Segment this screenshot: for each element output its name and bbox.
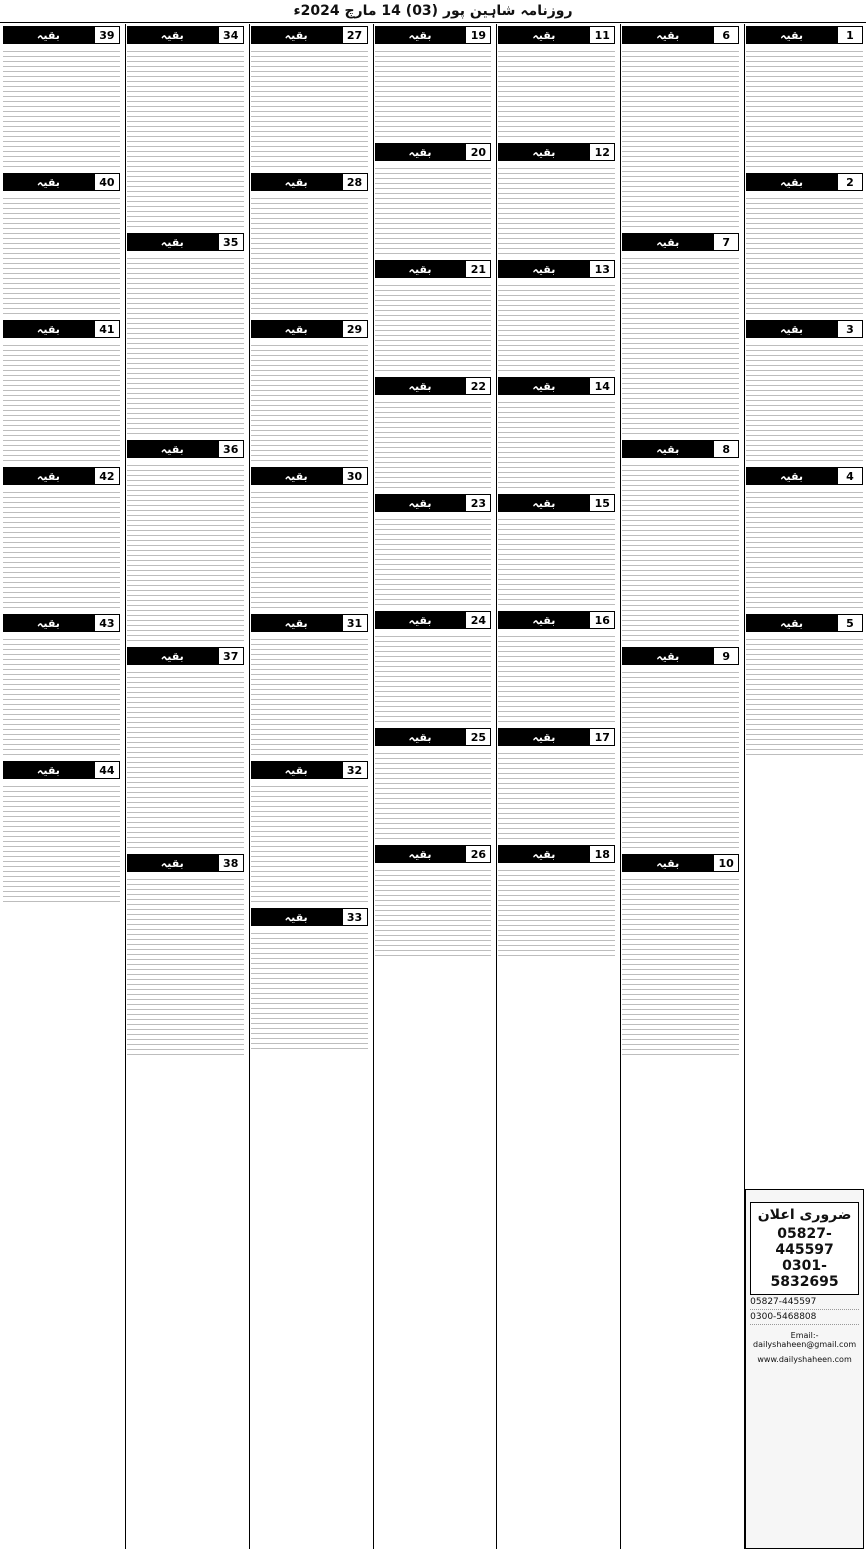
block-number: 32 <box>342 761 368 779</box>
body-text-lines <box>375 47 492 137</box>
block-keyword: بقیہ <box>532 730 556 744</box>
body-text-lines <box>622 461 739 641</box>
body-text-lines <box>746 488 863 608</box>
block-keyword: بقیہ <box>408 379 432 393</box>
block-number: 17 <box>589 728 615 746</box>
block-keyword: بقیہ <box>36 322 60 336</box>
block-keyword: بقیہ <box>160 856 184 870</box>
block-header <box>746 173 863 191</box>
block-header <box>622 26 739 44</box>
continuation-block <box>498 494 615 605</box>
block-number: 23 <box>465 494 491 512</box>
block-header <box>3 173 120 191</box>
continuation-block <box>375 377 492 488</box>
block-number: 36 <box>218 440 244 458</box>
block-number: 27 <box>342 26 368 44</box>
body-text-lines <box>3 635 120 755</box>
block-keyword: بقیہ <box>532 379 556 393</box>
block-keyword: بقیہ <box>284 616 308 630</box>
continuation-block <box>746 173 863 314</box>
block-number: 34 <box>218 26 244 44</box>
continuation-block <box>498 143 615 254</box>
block-keyword: بقیہ <box>780 175 804 189</box>
contact-email: Email:-dailyshaheen@gmail.com <box>753 1331 857 1349</box>
continuation-block <box>746 467 863 608</box>
block-number: 4 <box>837 467 863 485</box>
body-text-lines <box>498 632 615 722</box>
notice-phone: 05827-445597 <box>775 1226 834 1258</box>
block-header <box>498 611 615 629</box>
block-keyword: بقیہ <box>160 235 184 249</box>
block-number: 33 <box>342 908 368 926</box>
continuation-block <box>622 854 739 1055</box>
body-text-lines <box>251 194 368 314</box>
continuation-block <box>622 647 739 848</box>
continuation-block <box>251 173 368 314</box>
block-number: 20 <box>465 143 491 161</box>
continuation-block <box>251 908 368 1049</box>
notice-heading: ضروری اعلان <box>757 1207 852 1223</box>
block-header <box>498 494 615 512</box>
block-header <box>3 761 120 779</box>
block-header <box>498 143 615 161</box>
continuation-block <box>498 728 615 839</box>
block-header <box>498 377 615 395</box>
block-header <box>251 908 368 926</box>
block-number: 44 <box>94 761 120 779</box>
body-text-lines <box>375 515 492 605</box>
block-header <box>622 854 739 872</box>
continuation-block <box>3 173 120 314</box>
block-header <box>498 26 615 44</box>
block-header <box>375 26 492 44</box>
body-text-lines <box>746 341 863 461</box>
block-keyword: بقیہ <box>408 613 432 627</box>
continuation-block <box>498 26 615 137</box>
body-text-lines <box>498 164 615 254</box>
column-5 <box>249 24 369 1549</box>
continuation-block <box>375 26 492 137</box>
continuation-block <box>498 611 615 722</box>
block-header <box>498 845 615 863</box>
body-text-lines <box>498 866 615 956</box>
block-number: 12 <box>589 143 615 161</box>
continuation-block <box>622 440 739 641</box>
block-number: 39 <box>94 26 120 44</box>
block-number: 38 <box>218 854 244 872</box>
body-text-lines <box>375 749 492 839</box>
block-number: 28 <box>342 173 368 191</box>
continuation-block <box>251 320 368 461</box>
continuation-block <box>3 761 120 902</box>
continuation-block <box>127 233 244 434</box>
block-keyword: بقیہ <box>160 28 184 42</box>
block-number: 19 <box>465 26 491 44</box>
block-number: 25 <box>465 728 491 746</box>
block-number: 26 <box>465 845 491 863</box>
block-keyword: بقیہ <box>408 847 432 861</box>
block-number: 37 <box>218 647 244 665</box>
block-keyword: بقیہ <box>284 910 308 924</box>
block-keyword: بقیہ <box>36 469 60 483</box>
block-header <box>3 467 120 485</box>
block-header <box>375 260 492 278</box>
continuation-block <box>375 260 492 371</box>
block-keyword: بقیہ <box>284 763 308 777</box>
block-header <box>127 233 244 251</box>
block-number: 1 <box>837 26 863 44</box>
body-text-lines <box>498 515 615 605</box>
block-header <box>127 440 244 458</box>
continuation-block <box>251 761 368 902</box>
continuation-block <box>498 845 615 956</box>
block-header <box>375 143 492 161</box>
block-number: 5 <box>837 614 863 632</box>
body-text-lines <box>127 47 244 227</box>
continuation-block <box>622 26 739 227</box>
block-header <box>375 611 492 629</box>
block-number: 13 <box>589 260 615 278</box>
block-header <box>127 854 244 872</box>
continuation-block <box>622 233 739 434</box>
block-header <box>251 173 368 191</box>
block-keyword: بقیہ <box>408 262 432 276</box>
block-keyword: بقیہ <box>408 730 432 744</box>
column-4 <box>373 24 493 1549</box>
body-text-lines <box>498 281 615 371</box>
continuation-block <box>375 143 492 254</box>
body-text-lines <box>3 194 120 314</box>
block-keyword: بقیہ <box>532 262 556 276</box>
body-text-lines <box>251 929 368 1049</box>
important-notice <box>750 1202 859 1295</box>
continuation-block <box>375 845 492 956</box>
body-text-lines <box>3 47 120 167</box>
block-keyword: بقیہ <box>780 616 804 630</box>
block-keyword: بقیہ <box>656 649 680 663</box>
continuation-block <box>3 26 120 167</box>
contact-phone: 0300-5468808 <box>750 1310 859 1325</box>
body-text-lines <box>375 632 492 722</box>
block-header <box>3 320 120 338</box>
body-text-lines <box>746 194 863 314</box>
body-text-lines <box>127 461 244 641</box>
contact-phone: 05827-445597 <box>750 1295 859 1310</box>
body-text-lines <box>498 47 615 137</box>
block-keyword: بقیہ <box>780 28 804 42</box>
body-text-lines <box>375 866 492 956</box>
masthead <box>0 0 866 23</box>
block-header <box>746 26 863 44</box>
publisher-card <box>745 1189 864 1549</box>
column-1 <box>744 24 864 1549</box>
block-number: 43 <box>94 614 120 632</box>
body-text-lines <box>746 47 863 167</box>
block-keyword: بقیہ <box>656 235 680 249</box>
continuation-block <box>127 440 244 641</box>
block-number: 18 <box>589 845 615 863</box>
body-text-lines <box>251 782 368 902</box>
notice-phone: 0301-5832695 <box>770 1258 839 1290</box>
block-keyword: بقیہ <box>532 28 556 42</box>
body-text-lines <box>251 488 368 608</box>
block-header <box>3 26 120 44</box>
continuation-block <box>375 494 492 605</box>
block-number: 35 <box>218 233 244 251</box>
block-header <box>746 320 863 338</box>
body-text-lines <box>746 635 863 755</box>
block-number: 3 <box>837 320 863 338</box>
block-keyword: بقیہ <box>532 613 556 627</box>
body-text-lines <box>498 398 615 488</box>
block-header <box>127 26 244 44</box>
block-number: 9 <box>713 647 739 665</box>
block-number: 31 <box>342 614 368 632</box>
continuation-block <box>3 614 120 755</box>
block-number: 10 <box>713 854 739 872</box>
block-keyword: بقیہ <box>408 496 432 510</box>
column-3 <box>496 24 616 1549</box>
block-keyword: بقیہ <box>532 496 556 510</box>
body-text-lines <box>251 635 368 755</box>
continuation-block <box>375 728 492 839</box>
continuation-block <box>127 854 244 1055</box>
block-number: 7 <box>713 233 739 251</box>
column-7 <box>2 24 121 1549</box>
body-text-lines <box>251 47 368 167</box>
block-header <box>251 320 368 338</box>
block-keyword: بقیہ <box>532 847 556 861</box>
column-2 <box>620 24 740 1549</box>
block-keyword: بقیہ <box>284 175 308 189</box>
block-keyword: بقیہ <box>36 763 60 777</box>
block-keyword: بقیہ <box>36 616 60 630</box>
block-keyword: بقیہ <box>284 322 308 336</box>
contact-website: www.dailyshaheen.com <box>757 1355 852 1364</box>
block-number: 15 <box>589 494 615 512</box>
block-number: 8 <box>713 440 739 458</box>
block-keyword: بقیہ <box>284 469 308 483</box>
block-keyword: بقیہ <box>656 442 680 456</box>
block-keyword: بقیہ <box>36 175 60 189</box>
continuation-block <box>746 26 863 167</box>
block-header <box>498 260 615 278</box>
body-text-lines <box>375 164 492 254</box>
block-keyword: بقیہ <box>656 856 680 870</box>
continuation-block <box>746 614 863 755</box>
continuation-block <box>127 647 244 848</box>
block-keyword: بقیہ <box>36 28 60 42</box>
block-number: 22 <box>465 377 491 395</box>
block-header <box>622 233 739 251</box>
block-header <box>251 26 368 44</box>
continuation-block <box>746 320 863 461</box>
block-number: 2 <box>837 173 863 191</box>
body-text-lines <box>3 488 120 608</box>
block-header <box>746 467 863 485</box>
body-text-lines <box>622 47 739 227</box>
block-header <box>746 614 863 632</box>
block-keyword: بقیہ <box>160 442 184 456</box>
body-text-lines <box>375 398 492 488</box>
continuation-block <box>3 467 120 608</box>
block-number: 42 <box>94 467 120 485</box>
columns <box>0 24 866 1549</box>
continuation-block <box>375 611 492 722</box>
continuation-block <box>498 260 615 371</box>
body-text-lines <box>127 668 244 848</box>
body-text-lines <box>375 281 492 371</box>
body-text-lines <box>498 749 615 839</box>
body-text-lines <box>622 875 739 1055</box>
block-number: 29 <box>342 320 368 338</box>
continuation-block <box>3 320 120 461</box>
block-header <box>375 728 492 746</box>
block-keyword: بقیہ <box>408 145 432 159</box>
body-text-lines <box>3 341 120 461</box>
block-keyword: بقیہ <box>656 28 680 42</box>
block-header <box>3 614 120 632</box>
block-header <box>251 467 368 485</box>
block-keyword: بقیہ <box>408 28 432 42</box>
continuation-block <box>251 26 368 167</box>
body-text-lines <box>251 341 368 461</box>
body-text-lines <box>622 668 739 848</box>
block-keyword: بقیہ <box>780 322 804 336</box>
block-number: 6 <box>713 26 739 44</box>
block-header <box>498 728 615 746</box>
body-text-lines <box>127 875 244 1055</box>
block-number: 14 <box>589 377 615 395</box>
block-header <box>375 494 492 512</box>
block-number: 21 <box>465 260 491 278</box>
block-header <box>622 440 739 458</box>
continuation-block <box>251 467 368 608</box>
masthead-title: روزنامہ شاہین پور (03) 14 مارچ 2024ء <box>293 3 573 19</box>
block-keyword: بقیہ <box>780 469 804 483</box>
continuation-block <box>127 26 244 227</box>
block-number: 24 <box>465 611 491 629</box>
block-keyword: بقیہ <box>532 145 556 159</box>
body-text-lines <box>622 254 739 434</box>
block-number: 40 <box>94 173 120 191</box>
block-keyword: بقیہ <box>160 649 184 663</box>
block-header <box>375 845 492 863</box>
block-header <box>251 614 368 632</box>
continuation-block <box>251 614 368 755</box>
block-number: 11 <box>589 26 615 44</box>
body-text-lines <box>3 782 120 902</box>
block-header <box>622 647 739 665</box>
block-number: 30 <box>342 467 368 485</box>
block-number: 16 <box>589 611 615 629</box>
block-number: 41 <box>94 320 120 338</box>
block-keyword: بقیہ <box>284 28 308 42</box>
continuation-block <box>498 377 615 488</box>
column-6 <box>125 24 245 1549</box>
block-header <box>251 761 368 779</box>
body-text-lines <box>127 254 244 434</box>
block-header <box>127 647 244 665</box>
block-header <box>375 377 492 395</box>
